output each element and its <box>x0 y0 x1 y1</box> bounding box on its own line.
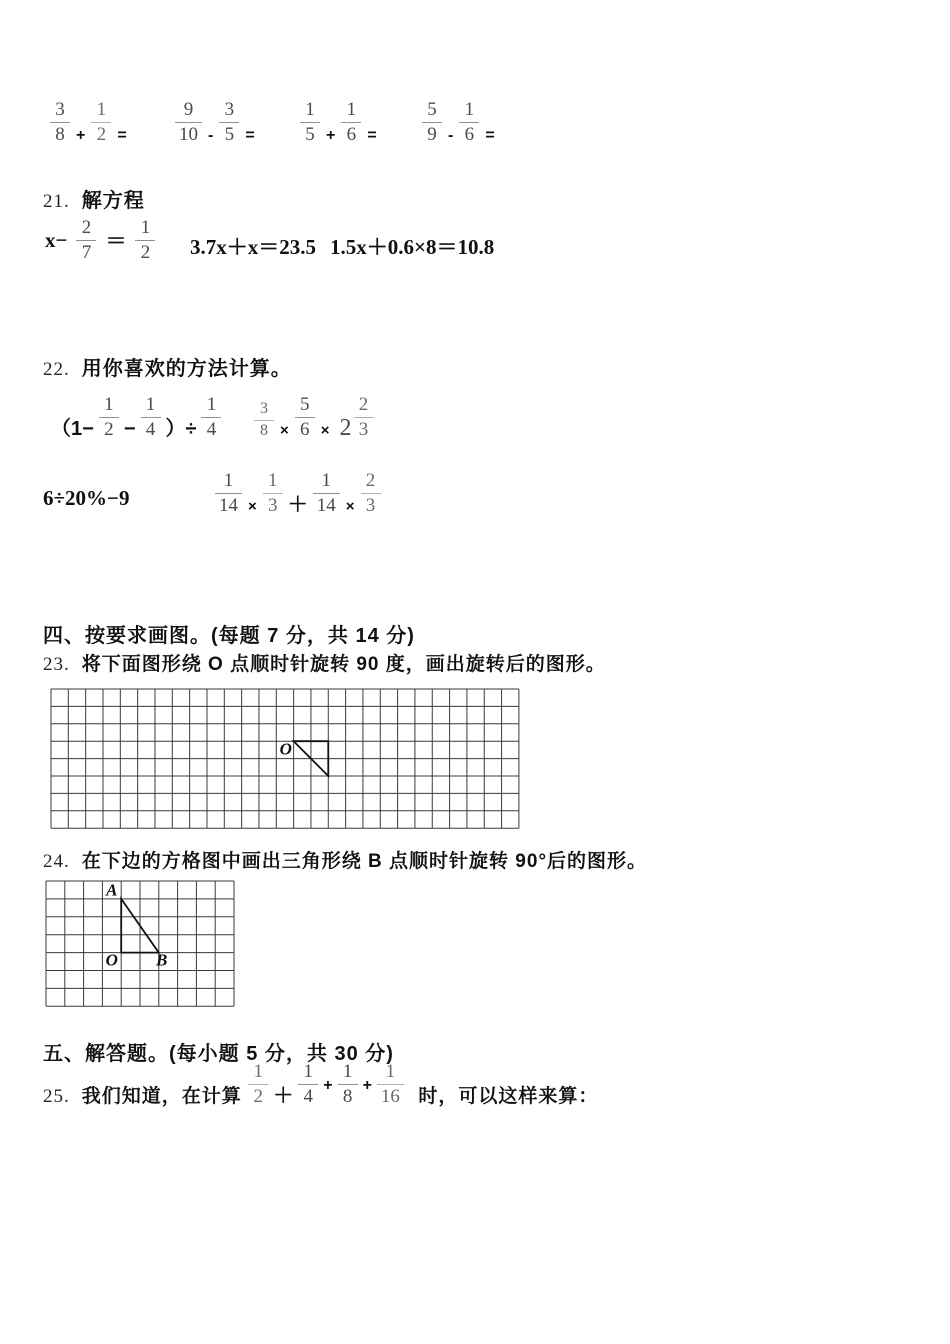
svg-text:O: O <box>279 739 292 759</box>
fraction <box>354 394 374 441</box>
numerator: 2 <box>361 470 381 494</box>
q22-heading <box>43 352 292 381</box>
close-paren-divide: ）÷ <box>165 417 197 440</box>
numerator: 3 <box>50 99 70 123</box>
numerator: 1 <box>215 470 242 494</box>
denominator: 5 <box>305 123 315 145</box>
denominator: 3 <box>365 494 376 516</box>
plus-sign-raised: + <box>362 1076 372 1094</box>
denominator: 6 <box>300 418 310 440</box>
fraction <box>219 99 239 146</box>
fraction <box>201 394 221 441</box>
fraction <box>377 1061 404 1108</box>
q23-text: 将下面图形绕 O 点顺时针旋转 90 度，画出旋转后的图形。 <box>81 654 606 675</box>
numerator: 1 <box>377 1061 404 1085</box>
q22-number: 22. <box>43 359 70 380</box>
q25-line <box>43 1061 903 1108</box>
denominator: 3 <box>268 494 278 516</box>
fraction <box>341 99 361 146</box>
calc-problem-2 <box>173 99 259 146</box>
equals-sign: ＝ <box>105 229 127 253</box>
q22-title: 用你喜欢的方法计算。 <box>81 358 292 380</box>
numerator: 5 <box>422 99 442 123</box>
multiply-sign: × <box>345 497 355 515</box>
fraction <box>50 99 70 146</box>
numerator: 3 <box>219 99 239 123</box>
denominator: 14 <box>219 494 238 516</box>
denominator: 8 <box>342 1085 353 1107</box>
numerator: 9 <box>175 99 202 123</box>
q25-tail-text: 时，可以这样来算： <box>418 1085 599 1107</box>
denominator: 10 <box>179 123 198 145</box>
numerator: 1 <box>141 394 161 418</box>
fraction <box>459 99 479 146</box>
calc-problem-4 <box>420 99 499 146</box>
multiply-sign: × <box>320 421 330 439</box>
numerator: 1 <box>341 99 361 123</box>
denominator: 3 <box>358 418 369 440</box>
numerator: 1 <box>300 99 320 123</box>
calc-problem-1 <box>48 99 131 146</box>
fraction <box>141 394 161 441</box>
fraction <box>298 1061 318 1108</box>
q24-number: 24. <box>43 851 70 872</box>
denominator: 6 <box>464 123 475 145</box>
denominator: 4 <box>145 418 156 440</box>
denominator: 2 <box>140 241 151 263</box>
open-paren: （1− <box>51 417 94 440</box>
denominator: 2 <box>253 1085 263 1107</box>
plus-sign-raised: + <box>323 1076 333 1094</box>
operator: + <box>326 126 336 144</box>
fraction <box>135 217 155 264</box>
numerator: 2 <box>76 217 96 241</box>
denominator: 9 <box>427 123 437 145</box>
numerator: 1 <box>459 99 479 123</box>
q21-heading <box>43 184 145 213</box>
numerator: 1 <box>201 394 221 418</box>
plus-sign: ＋ <box>287 493 308 516</box>
fraction <box>361 470 381 517</box>
q25-lead-text: 我们知道，在计算 <box>81 1085 242 1107</box>
q22-expression-2 <box>252 394 376 442</box>
equation-lead: x− <box>45 227 68 252</box>
numerator: 1 <box>91 99 111 123</box>
fraction <box>91 99 111 146</box>
section5-heading: 五、解答题。(每小题 5 分，共 30 分) <box>43 1043 394 1065</box>
minus-sign: − <box>123 417 136 440</box>
operator: - <box>448 126 454 144</box>
q21-equation-3: 1.5x＋0.6×8＝10.8 <box>330 235 495 259</box>
q23-grid <box>50 688 520 835</box>
fraction <box>300 99 320 146</box>
denominator: 8 <box>55 123 65 145</box>
denominator: 6 <box>346 123 357 145</box>
q22-expression-4 <box>213 470 383 517</box>
q21-title: 解方程 <box>81 190 145 212</box>
fraction <box>76 217 96 264</box>
mixed-number-whole: 2 <box>339 414 352 441</box>
operator: + <box>76 126 86 144</box>
q21-equation-2: 3.7x＋x＝23.5 <box>190 235 316 259</box>
fraction <box>295 394 315 441</box>
fraction <box>263 470 283 517</box>
numerator: 1 <box>263 470 283 494</box>
equals-sign: = <box>485 126 495 144</box>
fraction <box>215 470 242 517</box>
fraction <box>422 99 442 146</box>
numerator: 2 <box>354 394 374 418</box>
numerator: 1 <box>338 1061 358 1085</box>
svg-text:B: B <box>155 950 168 970</box>
q25-number: 25. <box>43 1085 70 1107</box>
numerator: 1 <box>313 470 340 494</box>
fraction <box>248 1061 268 1108</box>
denominator: 8 <box>260 421 268 439</box>
q21-number: 21. <box>43 191 70 212</box>
q24-line <box>43 846 647 873</box>
denominator: 4 <box>303 1085 313 1107</box>
svg-text:A: A <box>106 880 118 900</box>
numerator: 1 <box>135 217 155 241</box>
denominator: 5 <box>224 123 235 145</box>
equals-sign: = <box>245 126 255 144</box>
fraction <box>313 470 340 517</box>
q23-line <box>43 649 606 676</box>
equals-sign: = <box>367 126 377 144</box>
calc-problem-3 <box>298 99 381 146</box>
fraction <box>338 1061 358 1108</box>
q22-expression-1 <box>48 394 223 441</box>
numerator: 3 <box>254 400 274 420</box>
svg-text:O: O <box>105 950 118 970</box>
denominator: 7 <box>81 241 92 263</box>
equals-sign: = <box>117 126 127 144</box>
numerator: 1 <box>99 394 119 418</box>
q23-number: 23. <box>43 654 70 675</box>
denominator: 4 <box>206 418 217 440</box>
multiply-sign: × <box>280 421 289 439</box>
section4-heading: 四、按要求画图。(每题 7 分，共 14 分) <box>43 625 415 647</box>
denominator: 16 <box>380 1085 400 1107</box>
numerator: 1 <box>248 1061 268 1085</box>
q24-grid <box>45 880 235 1013</box>
numerator: 1 <box>298 1061 318 1085</box>
denominator: 2 <box>96 123 107 145</box>
q21-equation-1 <box>45 214 157 266</box>
fraction <box>254 400 274 440</box>
multiply-sign: × <box>248 497 257 515</box>
q22-expression-3: 6÷20%−9 <box>43 486 130 510</box>
denominator: 2 <box>104 418 114 440</box>
fraction <box>99 394 119 441</box>
numerator: 5 <box>295 394 315 418</box>
fraction <box>175 99 202 146</box>
q24-text: 在下边的方格图中画出三角形绕 B 点顺时针旋转 90°后的图形。 <box>81 851 648 872</box>
operator: - <box>208 126 214 144</box>
denominator: 14 <box>316 494 336 516</box>
plus-sign: ＋ <box>273 1084 294 1107</box>
